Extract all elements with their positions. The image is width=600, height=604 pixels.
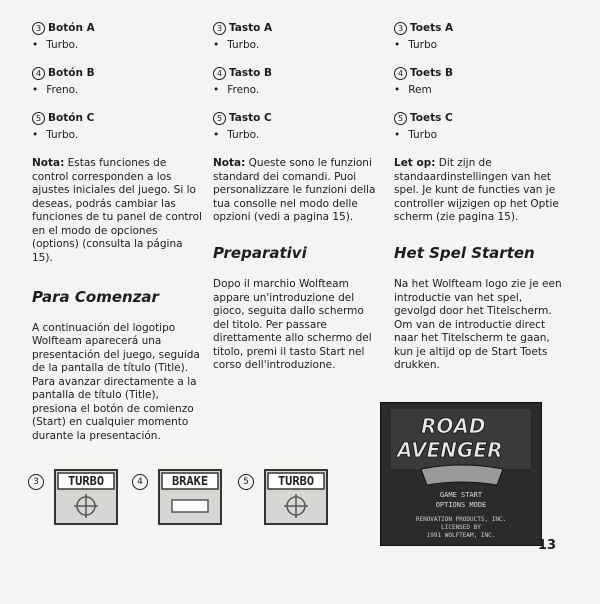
note-paragraph — [32, 157, 202, 265]
button-label: Botón A — [48, 22, 95, 34]
button-a-heading — [394, 22, 564, 36]
button-label: Toets C — [410, 112, 453, 124]
title-screen-screenshot — [380, 402, 542, 546]
button-label: Botón C — [48, 112, 95, 124]
icon-label: BRAKE — [171, 474, 209, 488]
credit-line-3: 1991 WOLFTEAM, INC. — [426, 532, 496, 539]
turbo-icon — [54, 468, 118, 526]
section-text: A continuación del logotipo Wolfteam aparecerá una presentación del juego, seguida de la pantalla de título (Title). Para avanzar directamente a la pantalla de título (Title), presiona el botón de comienzo (Start) en cualquier momento durante la presentación. — [32, 321, 200, 442]
section-text: Na het Wolfteam logo zie je een introductie van het spel, gevolgd door het Titelscherm. Om van de introductie direct naar het Titelscherm te gaan, kun je altijd op de Start Toets drukken. — [394, 278, 562, 371]
button-b-heading — [213, 67, 383, 81]
page-number: 13 — [537, 538, 556, 553]
circled-number: 4 — [132, 474, 148, 490]
button-b-function: • Freno. — [32, 84, 202, 98]
credit-line-2: LICENSED BY — [441, 524, 481, 531]
circled-number: 3 — [28, 474, 44, 490]
section-title: Het Spel Starten — [394, 243, 535, 262]
button-a-function: • Turbo. — [213, 39, 383, 53]
button-label: Tasto C — [229, 112, 272, 124]
icon-label: TURBO — [67, 474, 105, 488]
circled-number: 4 — [213, 67, 226, 80]
button-b-function: • Rem — [394, 84, 564, 98]
game-logo-line1: ROAD — [421, 414, 486, 438]
button-label: Botón B — [48, 67, 95, 79]
column-dutch — [394, 22, 564, 373]
button-label: Toets A — [410, 22, 454, 34]
circled-number: 3 — [394, 22, 407, 35]
section-title: Preparativi — [213, 243, 307, 262]
menu-options-mode: OPTIONS MODE — [435, 501, 487, 509]
note-label: Nota: — [32, 157, 65, 169]
note-label: Let op: — [394, 157, 436, 169]
button-c-heading — [32, 112, 202, 126]
note-paragraph — [394, 157, 564, 225]
button-label: Tasto A — [229, 22, 273, 34]
circled-number: 5 — [394, 112, 407, 125]
brake-icon-group — [132, 468, 222, 526]
button-a-heading — [32, 22, 202, 36]
section-title: Para Comenzar — [32, 288, 159, 306]
circled-number: 4 — [394, 67, 407, 80]
circled-number: 3 — [213, 22, 226, 35]
car-image — [421, 465, 503, 485]
section-text: Dopo il marchio Wolfteam appare un'introduzione del gioco, seguita dallo schermo del titolo. Per passare direttamente allo schermo del titolo, premi il tasto Start nel corso dell'introduzione. — [213, 278, 372, 371]
button-c-function: • Turbo — [394, 129, 564, 143]
button-c-heading — [213, 112, 383, 126]
circled-number: 5 — [238, 474, 254, 490]
note-label: Nota: — [213, 157, 246, 169]
button-b-heading — [394, 67, 564, 81]
button-c-function: • Turbo. — [213, 129, 383, 143]
turbo-icon — [264, 468, 328, 526]
column-italian — [213, 22, 383, 373]
icon-label: TURBO — [277, 474, 315, 488]
circled-number: 3 — [32, 22, 45, 35]
credit-line-1: RENOVATION PRODUCTS, INC. — [415, 516, 507, 523]
turbo-icon-group — [238, 468, 328, 526]
circled-number: 4 — [32, 67, 45, 80]
button-b-heading — [32, 67, 202, 81]
brake-icon — [158, 468, 222, 526]
circled-number: 5 — [213, 112, 226, 125]
column-spanish — [32, 22, 202, 443]
button-a-function: • Turbo — [394, 39, 564, 53]
button-label: Toets B — [410, 67, 454, 79]
note-text: Dit zijn de standaardinstellingen van het spel. Je kunt de functies van je controller wijzigen op het Optie scherm (zie pagina 15). — [394, 157, 559, 223]
menu-game-start: GAME START — [439, 491, 483, 499]
button-b-function: • Freno. — [213, 84, 383, 98]
button-label: Tasto B — [229, 67, 273, 79]
function-icons-row — [28, 468, 328, 528]
button-a-heading — [213, 22, 383, 36]
button-a-function: • Turbo. — [32, 39, 202, 53]
title-screen-image — [381, 403, 541, 545]
turbo-icon-group — [28, 468, 118, 526]
button-c-heading — [394, 112, 564, 126]
button-c-function: • Turbo. — [32, 129, 202, 143]
note-text: Queste sono le funzioni standard dei comandi. Puoi personalizzare le funzioni della tua consolle nel modo delle opzioni (vedi a pagina 15). — [213, 157, 376, 223]
game-logo-line2: AVENGER — [397, 438, 503, 462]
circled-number: 5 — [32, 112, 45, 125]
note-text: Estas funciones de control corresponden a los ajustes iniciales del juego. Si lo deseas, podrás cambiar las funciones de tu panel de control en el modo de opciones (options) (consulta la página 15). — [32, 157, 202, 264]
note-paragraph — [213, 157, 383, 225]
